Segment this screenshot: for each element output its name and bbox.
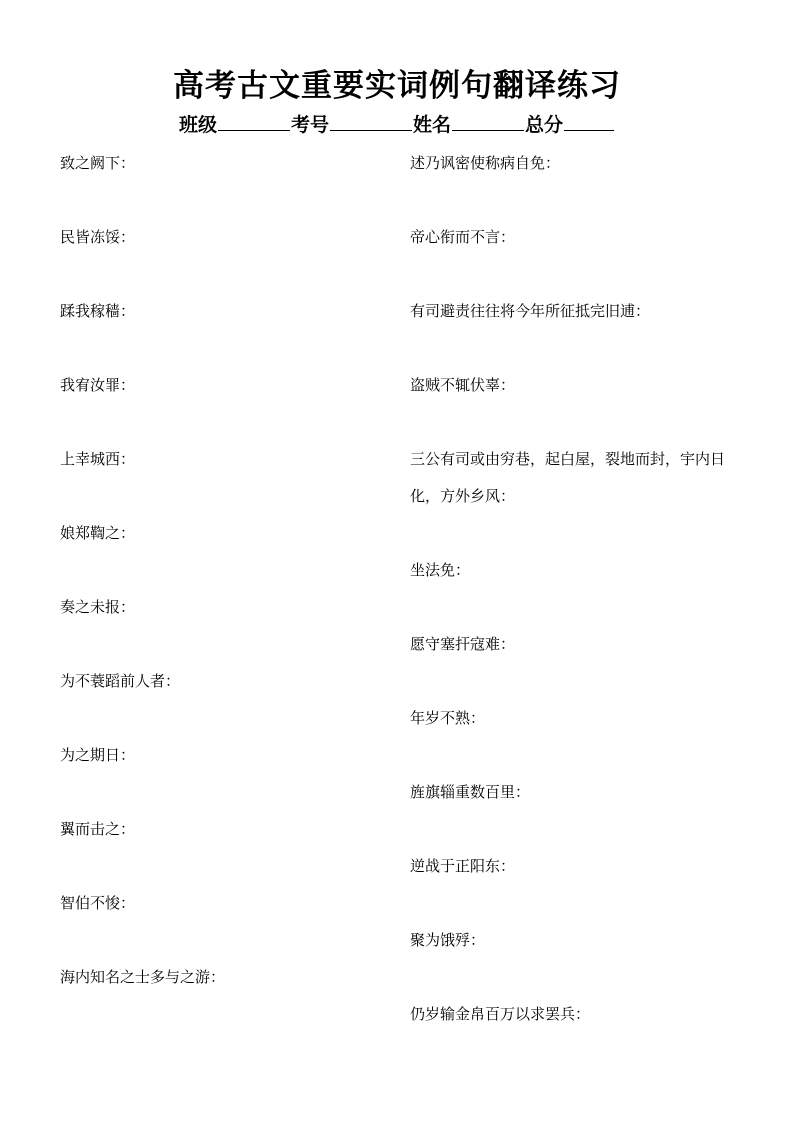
left-item-3: 蹂我稼穑： — [60, 302, 136, 320]
left-item-6: 娘郑鞫之： — [60, 524, 136, 542]
left-item-11: 智伯不悛： — [60, 894, 136, 912]
left-item-9: 为之期日： — [60, 746, 136, 764]
right-item-1: 述乃讽密使称病自免： — [410, 154, 561, 172]
right-item-6: 坐法免： — [410, 561, 471, 579]
class-label: 班级 — [178, 114, 217, 136]
exam-number-blank[interactable] — [330, 110, 412, 131]
right-item-7: 愿守塞扞寇难： — [410, 635, 516, 653]
right-item-4: 盗贼不辄伏辜： — [410, 376, 516, 394]
right-item-2: 帝心衔而不言： — [410, 228, 516, 246]
score-blank[interactable] — [564, 110, 614, 131]
right-item-3: 有司避责往往将今年所征抵完旧逋： — [410, 302, 651, 320]
left-item-7: 奏之未报： — [60, 598, 136, 616]
left-item-10: 翼而击之： — [60, 820, 136, 838]
right-item-12: 仍岁输金帛百万以求罢兵： — [410, 1005, 591, 1023]
left-item-2: 民皆冻馁： — [60, 228, 136, 246]
right-item-10: 逆战于正阳东： — [410, 857, 516, 875]
left-item-1: 致之阙下： — [60, 154, 136, 172]
right-item-9: 旌旗辎重数百里： — [410, 783, 531, 801]
class-blank[interactable] — [218, 110, 290, 131]
name-blank[interactable] — [452, 110, 524, 131]
left-item-5: 上幸城西： — [60, 450, 136, 468]
right-item-8: 年岁不熟： — [410, 709, 486, 727]
left-item-12: 海内知名之士多与之游： — [60, 968, 226, 986]
name-label: 姓名 — [413, 114, 452, 136]
student-info-line — [0, 110, 794, 137]
score-label: 总分 — [525, 114, 564, 136]
right-item-11: 聚为饿殍： — [410, 931, 486, 949]
left-item-4: 我宥汝罪： — [60, 376, 136, 394]
right-item-5: 三公有司或由穷巷，起白屋，裂地而封，宇内日化，方外乡风： — [410, 450, 726, 505]
left-item-8: 为不蓑蹈前人者： — [60, 672, 181, 690]
page-title: 高考古文重要实词例句翻译练习 — [173, 68, 621, 104]
exam-number-label: 考号 — [290, 114, 329, 136]
